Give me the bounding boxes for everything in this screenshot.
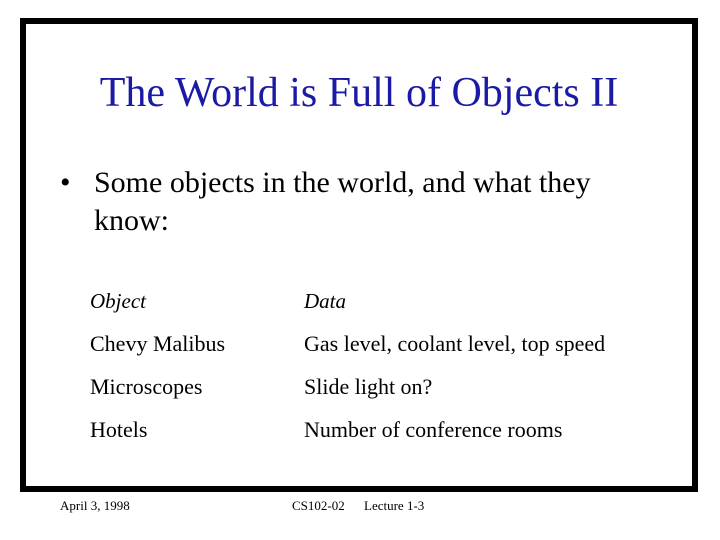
bullet-item [60,164,660,240]
bullet-text: Some objects in the world, and what they know: [94,166,591,237]
object-cell: Chevy Malibus [90,331,226,356]
slide-title: The World is Full of Objects II [99,70,619,116]
object-data-table [90,286,670,458]
slide-frame [20,18,698,492]
column-header-data: Data [304,289,346,313]
data-cell: Number of conference rooms [304,417,563,442]
table-header-row [90,286,670,329]
data-cell: Gas level, coolant level, top speed [304,331,606,356]
object-cell: Hotels [90,417,148,442]
footer-date: April 3, 1998 [60,498,130,513]
object-cell: Microscopes [90,374,203,399]
footer-course: CS102-02 [292,498,345,513]
data-cell: Slide light on? [304,374,433,399]
bullet-dot-icon: • [60,166,71,199]
table-row [90,329,670,372]
table-row [90,372,670,415]
table-row [90,415,670,458]
footer-lecture: Lecture 1-3 [364,498,425,513]
column-header-object: Object [90,289,146,313]
